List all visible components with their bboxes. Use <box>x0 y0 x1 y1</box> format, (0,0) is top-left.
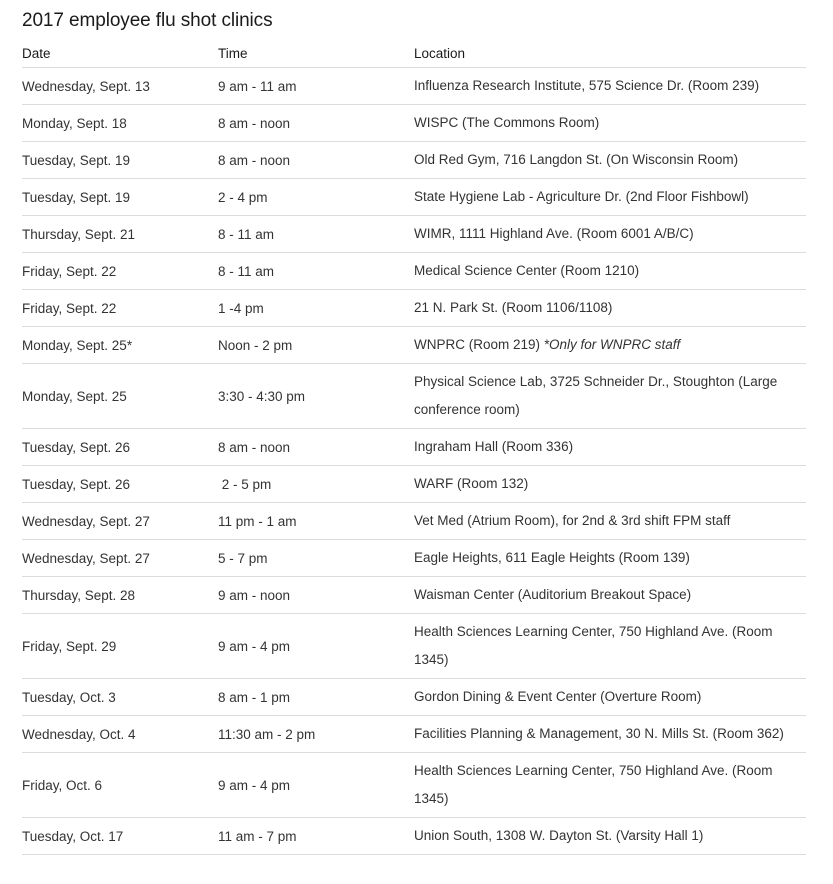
page-title: 2017 employee flu shot clinics <box>22 10 273 31</box>
location-text: WIMR, 1111 Highland Ave. (Room 6001 A/B/C) <box>414 226 694 241</box>
table-row <box>22 364 806 429</box>
time-cell: 9 am - 11 am <box>218 68 414 105</box>
time-cell: 8 - 11 am <box>218 216 414 253</box>
table-row <box>22 105 806 142</box>
time-cell: 9 am - 4 pm <box>218 614 414 679</box>
location-cell <box>414 577 806 614</box>
location-cell <box>414 466 806 503</box>
location-cell <box>414 68 806 105</box>
time-cell: 8 am - noon <box>218 429 414 466</box>
location-cell <box>414 290 806 327</box>
date-cell: Wednesday, Sept. 13 <box>22 68 218 105</box>
time-cell: 11 pm - 1 am <box>218 503 414 540</box>
date-cell: Tuesday, Oct. 17 <box>22 818 218 855</box>
date-cell: Monday, Sept. 18 <box>22 105 218 142</box>
table-row <box>22 679 806 716</box>
time-cell: 8 am - noon <box>218 142 414 179</box>
location-cell <box>414 614 806 679</box>
time-cell: 8 am - 1 pm <box>218 679 414 716</box>
time-cell: 8 am - noon <box>218 105 414 142</box>
time-cell: 3:30 - 4:30 pm <box>218 364 414 429</box>
date-cell: Monday, Sept. 25* <box>22 327 218 364</box>
date-cell: Thursday, Sept. 21 <box>22 216 218 253</box>
time-cell: 1 -4 pm <box>218 290 414 327</box>
time-cell: 9 am - 4 pm <box>218 753 414 818</box>
location-cell <box>414 253 806 290</box>
date-cell: Tuesday, Sept. 19 <box>22 142 218 179</box>
location-column-header: Location <box>414 40 806 68</box>
time-cell: 9 am - noon <box>218 577 414 614</box>
location-text: 21 N. Park St. (Room 1106/1108) <box>414 300 613 315</box>
location-cell <box>414 105 806 142</box>
time-cell: 8 - 11 am <box>218 253 414 290</box>
location-cell <box>414 429 806 466</box>
time-cell: 2 - 5 pm <box>218 466 414 503</box>
date-cell: Friday, Sept. 22 <box>22 290 218 327</box>
location-text: Facilities Planning & Management, 30 N. Mills St. (Room 362) <box>414 726 784 741</box>
table-row <box>22 716 806 753</box>
date-column-header: Date <box>22 40 218 68</box>
table-row <box>22 466 806 503</box>
location-text: Physical Science Lab, 3725 Schneider Dr., Stoughton (Large conference room) <box>414 374 781 417</box>
table-row <box>22 216 806 253</box>
location-text: Gordon Dining & Event Center (Overture Room) <box>414 689 702 704</box>
date-cell: Thursday, Sept. 28 <box>22 577 218 614</box>
location-cell <box>414 327 806 364</box>
location-cell <box>414 142 806 179</box>
date-cell: Wednesday, Sept. 27 <box>22 503 218 540</box>
date-cell: Monday, Sept. 25 <box>22 364 218 429</box>
table-row <box>22 290 806 327</box>
page <box>22 0 806 855</box>
table-row <box>22 179 806 216</box>
date-cell: Wednesday, Oct. 4 <box>22 716 218 753</box>
location-cell <box>414 179 806 216</box>
time-cell: 5 - 7 pm <box>218 540 414 577</box>
clinic-schedule-table <box>22 40 806 855</box>
date-cell: Friday, Oct. 6 <box>22 753 218 818</box>
table-header-row <box>22 40 806 68</box>
date-cell: Wednesday, Sept. 27 <box>22 540 218 577</box>
location-text: Ingraham Hall (Room 336) <box>414 439 574 454</box>
location-cell <box>414 753 806 818</box>
date-cell: Tuesday, Sept. 26 <box>22 466 218 503</box>
date-cell: Tuesday, Oct. 3 <box>22 679 218 716</box>
location-text: WISPC (The Commons Room) <box>414 115 600 130</box>
location-cell <box>414 503 806 540</box>
location-cell <box>414 364 806 429</box>
table-row <box>22 142 806 179</box>
location-text: Vet Med (Atrium Room), for 2nd & 3rd shift FPM staff <box>414 513 731 528</box>
time-cell: 11 am - 7 pm <box>218 818 414 855</box>
table-row <box>22 68 806 105</box>
location-cell <box>414 679 806 716</box>
location-cell <box>414 716 806 753</box>
time-cell: 11:30 am - 2 pm <box>218 716 414 753</box>
time-column-header: Time <box>218 40 414 68</box>
location-cell <box>414 216 806 253</box>
table-row <box>22 614 806 679</box>
location-text: Union South, 1308 W. Dayton St. (Varsity Hall 1) <box>414 828 704 843</box>
date-cell: Tuesday, Sept. 19 <box>22 179 218 216</box>
location-text: Old Red Gym, 716 Langdon St. (On Wisconsin Room) <box>414 152 739 167</box>
location-text: Waisman Center (Auditorium Breakout Space) <box>414 587 692 602</box>
location-text: Medical Science Center (Room 1210) <box>414 263 640 278</box>
location-text: WARF (Room 132) <box>414 476 529 491</box>
location-text: State Hygiene Lab - Agriculture Dr. (2nd Floor Fishbowl) <box>414 189 749 204</box>
table-row <box>22 503 806 540</box>
table-row <box>22 540 806 577</box>
date-cell: Friday, Sept. 22 <box>22 253 218 290</box>
time-cell: Noon - 2 pm <box>218 327 414 364</box>
table-row <box>22 818 806 855</box>
time-cell: 2 - 4 pm <box>218 179 414 216</box>
table-row <box>22 577 806 614</box>
staff-only-note: *Only for WNPRC staff <box>543 337 681 352</box>
table-row <box>22 753 806 818</box>
location-cell <box>414 540 806 577</box>
date-cell: Friday, Sept. 29 <box>22 614 218 679</box>
table-row <box>22 327 806 364</box>
location-text: Health Sciences Learning Center, 750 Highland Ave. (Room 1345) <box>414 624 777 667</box>
location-text: Health Sciences Learning Center, 750 Highland Ave. (Room 1345) <box>414 763 777 806</box>
location-text: WNPRC (Room 219) <box>414 337 544 352</box>
table-row <box>22 429 806 466</box>
location-text: Eagle Heights, 611 Eagle Heights (Room 139) <box>414 550 690 565</box>
location-cell <box>414 818 806 855</box>
table-row <box>22 253 806 290</box>
location-text: Influenza Research Institute, 575 Science Dr. (Room 239) <box>414 78 760 93</box>
date-cell: Tuesday, Sept. 26 <box>22 429 218 466</box>
